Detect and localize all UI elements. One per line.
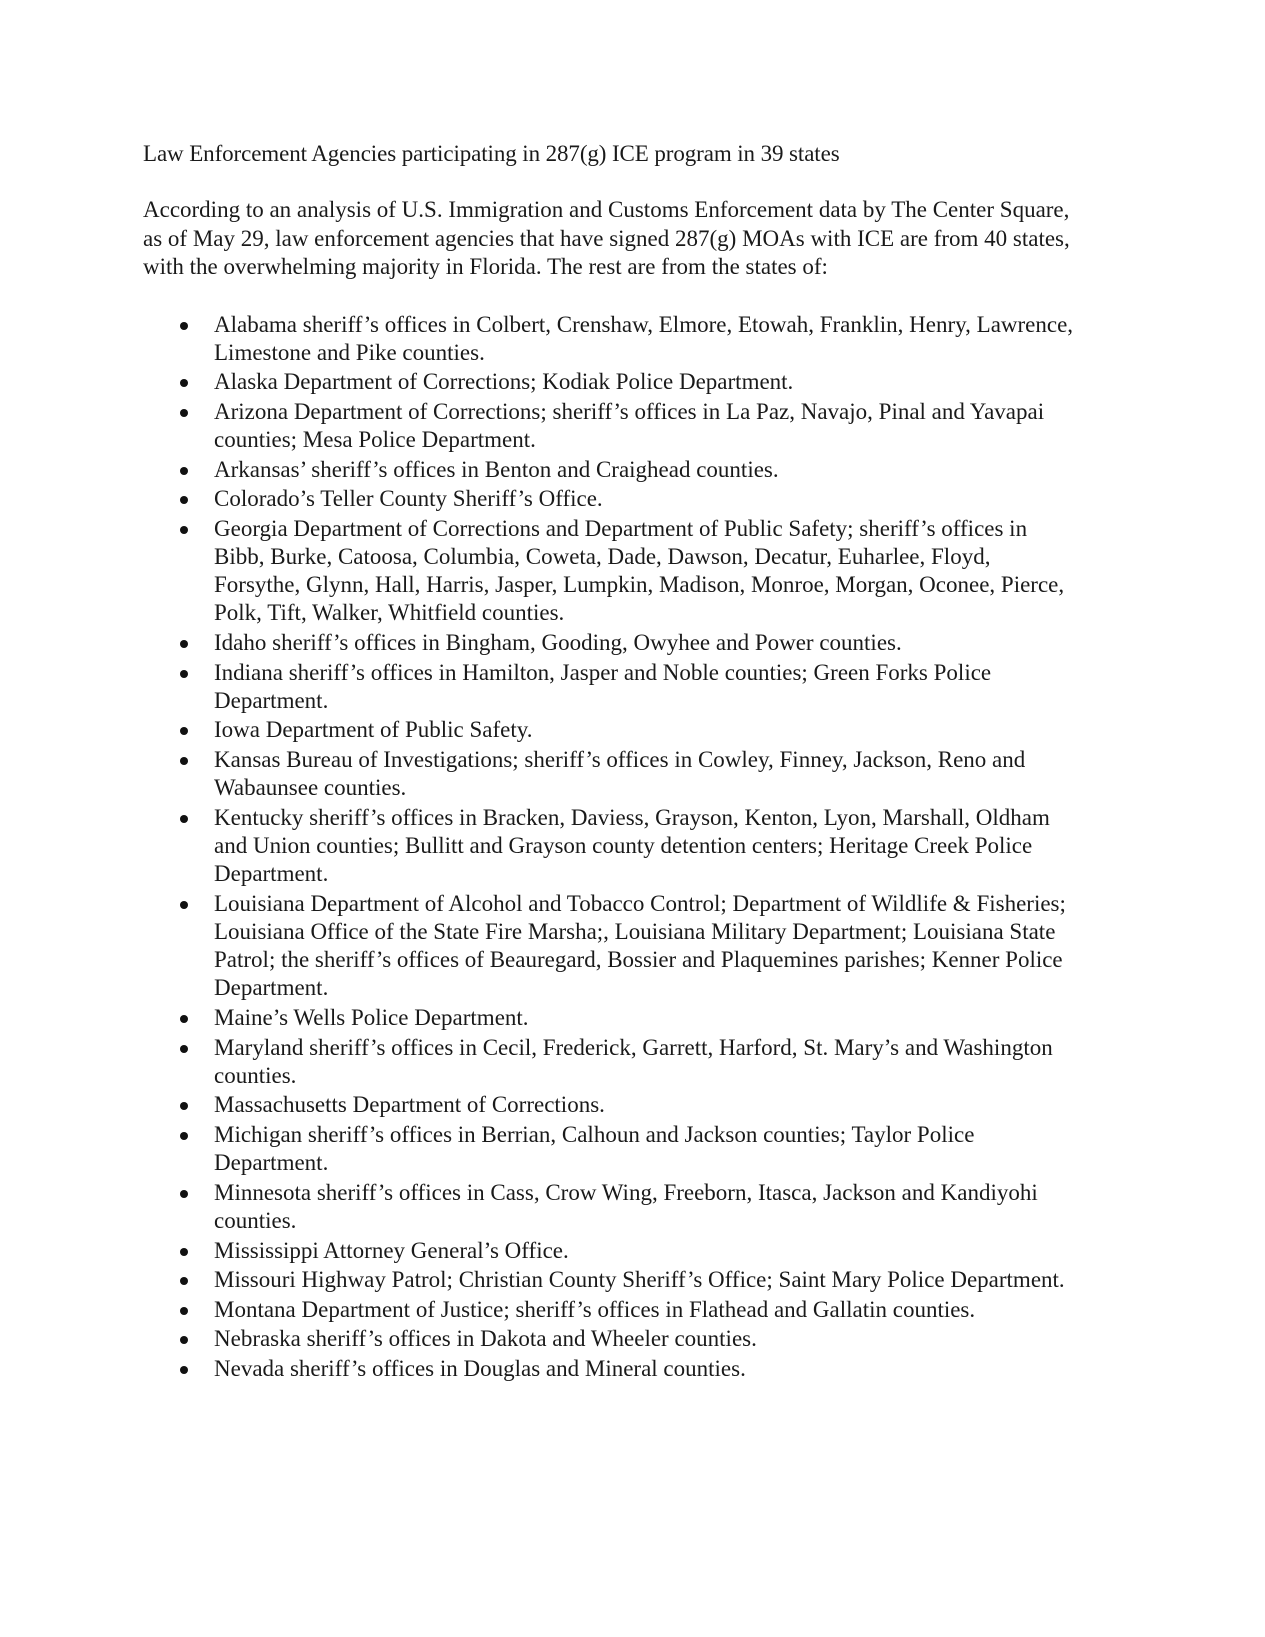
bullet-icon	[180, 815, 188, 823]
list-item	[143, 659, 1074, 715]
list-item-text: Minnesota sheriff’s offices in Cass, Crow Wing, Freeborn, Itasca, Jackson and Kandiyohi counties.	[214, 1179, 1038, 1234]
list-item-text: Kansas Bureau of Investigations; sheriff’s offices in Cowley, Finney, Jackson, Reno and Wabaunsee counties.	[214, 747, 1026, 801]
bullet-icon	[180, 1248, 188, 1256]
list-item	[143, 1091, 1074, 1119]
list-item-text: Maine’s Wells Police Department.	[214, 1005, 529, 1031]
bullet-icon	[180, 1307, 188, 1315]
list-item-text: Alaska Department of Corrections; Kodiak Police Department.	[214, 369, 794, 395]
list-item	[143, 398, 1074, 454]
list-item	[143, 485, 1074, 513]
list-item-text: Idaho sheriff’s offices in Bingham, Gooding, Owyhee and Power counties.	[214, 630, 902, 656]
document-title: Law Enforcement Agencies participating in 287(g) ICE program in 39 states	[143, 141, 840, 166]
list-item	[143, 629, 1074, 657]
list-item	[143, 1296, 1074, 1324]
bullet-icon	[180, 496, 188, 504]
bullet-icon	[180, 670, 188, 678]
bullet-icon	[180, 409, 188, 417]
bullet-icon	[180, 1132, 188, 1140]
list-item-text: Arkansas’ sheriff’s offices in Benton and Craighead counties.	[214, 456, 779, 482]
list-item-text: Georgia Department of Corrections and Department of Public Safety; sheriff’s offices in Bibb, Burke, Catoosa, Columbia, Coweta, Dade, Dawson, Decatur, Euharlee, Floyd, Forsythe, Glynn, Hall, Harris, Jasper, Lumpkin, Madison, Monroe, Morgan, Oconee, Pierce, Polk, Tift, Walker, Whitfield counties.	[214, 515, 1065, 626]
list-item	[143, 746, 1074, 802]
bullet-icon	[180, 467, 188, 475]
list-item-text: Montana Department of Justice; sheriff’s offices in Flathead and Gallatin counties.	[214, 1296, 976, 1322]
list-item	[143, 804, 1074, 889]
bullet-icon	[180, 1277, 188, 1285]
bullet-icon	[180, 1366, 188, 1374]
list-item-text: Missouri Highway Patrol; Christian County Sheriff’s Office; Saint Mary Police Department.	[214, 1267, 1065, 1293]
bullet-icon	[180, 727, 188, 735]
list-item	[143, 1355, 1074, 1383]
list-item	[143, 890, 1074, 1003]
list-item-text: Alabama sheriff’s offices in Colbert, Crenshaw, Elmore, Etowah, Franklin, Henry, Lawrence, Limestone and Pike counties.	[214, 311, 1074, 365]
document-page	[143, 140, 1083, 1385]
list-item	[143, 368, 1074, 396]
bullet-icon	[180, 1015, 188, 1023]
list-item-text: Maryland sheriff’s offices in Cecil, Frederick, Garrett, Harford, St. Mary’s and Washington counties.	[214, 1034, 1053, 1088]
list-item	[143, 1004, 1074, 1032]
list-item-text: Massachusetts Department of Corrections.	[214, 1092, 605, 1118]
list-item-text: Michigan sheriff’s offices in Berrian, Calhoun and Jackson counties; Taylor Police Department.	[214, 1122, 975, 1176]
list-item-text: Mississippi Attorney General’s Office.	[214, 1237, 569, 1263]
bullet-icon	[180, 526, 188, 534]
list-item-text: Iowa Department of Public Safety.	[214, 717, 533, 743]
list-item	[143, 1237, 1074, 1265]
bullet-icon	[180, 322, 188, 330]
list-item-text: Colorado’s Teller County Sheriff’s Office.	[214, 486, 603, 512]
list-item	[143, 311, 1074, 367]
list-item-text: Nebraska sheriff’s offices in Dakota and Wheeler counties.	[214, 1326, 757, 1352]
list-item-text: Nevada sheriff’s offices in Douglas and Mineral counties.	[214, 1356, 746, 1382]
list-item-text: Kentucky sheriff’s offices in Bracken, Daviess, Grayson, Kenton, Lyon, Marshall, Oldham and Union counties; Bullitt and Grayson county detention centers; Heritage Creek Police Department.	[214, 804, 1050, 887]
list-item	[143, 1121, 1074, 1177]
list-item	[143, 1179, 1074, 1235]
bullet-icon	[180, 1336, 188, 1344]
bullet-icon	[180, 1190, 188, 1198]
intro-paragraph: According to an analysis of U.S. Immigration and Customs Enforcement data by The Center Square, as of May 29, law enforcement agencies that have signed 287(g) MOAs with ICE are from 40 states, with the overwhelming majority in Florida. The rest are from the states of:	[143, 197, 1070, 279]
list-item-text: Arizona Department of Corrections; sheriff’s offices in La Paz, Navajo, Pinal and Yavapai counties; Mesa Police Department.	[214, 398, 1045, 453]
bullet-icon	[180, 1045, 188, 1053]
list-item	[143, 716, 1074, 744]
list-item-text: Indiana sheriff’s offices in Hamilton, Jasper and Noble counties; Green Forks Police Department.	[214, 659, 992, 713]
list-item	[143, 1266, 1074, 1294]
bullet-icon	[180, 901, 188, 909]
list-item	[143, 515, 1074, 628]
list-item	[143, 1325, 1074, 1353]
bullet-icon	[180, 1102, 188, 1110]
bullet-icon	[180, 640, 188, 648]
list-item-text: Louisiana Department of Alcohol and Tobacco Control; Department of Wildlife & Fisheries; Louisiana Office of the State Fire Marsha;, Louisiana Military Department; Louisiana State Patrol; the sheriff’s offices of Beauregard, Bossier and Plaquemines parishes; Kenner Police Department.	[214, 890, 1066, 1001]
list-item	[143, 1034, 1074, 1090]
agency-list	[143, 311, 1083, 1384]
bullet-icon	[180, 757, 188, 765]
list-item	[143, 456, 1074, 484]
bullet-icon	[180, 379, 188, 387]
